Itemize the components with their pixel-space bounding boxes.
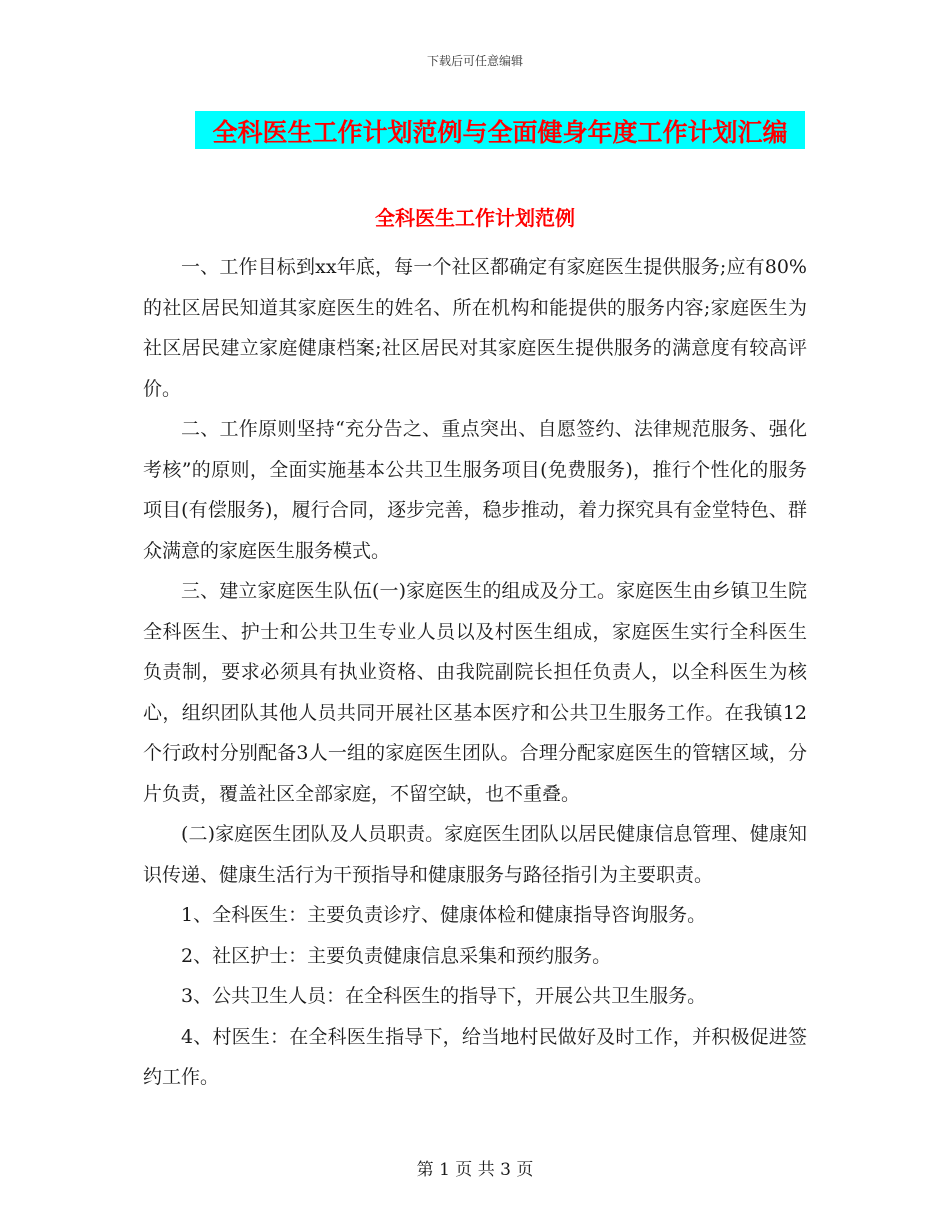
document-title: 全科医生工作计划范例与全面健身年度工作计划汇编 xyxy=(212,118,788,147)
paragraph-team-setup: 三、建立家庭医生队伍(一)家庭医生的组成及分工。家庭医生由乡镇卫生院全科医生、护士和公共卫生专业人员以及村医生组成，家庭医生实行全科医生负责制，要求必须具有执业资格、由我院副院长担任负责人，以全科医生为核心，组织团队其他人员共同开展社区基本医疗和公共卫生服务工作。在我镇12个行政村分别配备3人一组的家庭医生团队。合理分配家庭医生的管辖区域，分片负责，覆盖社区全部家庭，不留空缺，也不重叠。 xyxy=(143,580,807,805)
paragraph-gp-duty: 1、全科医生：主要负责诊疗、健康体检和健康指导咨询服务。 xyxy=(181,904,707,926)
paragraph-nurse-duty: 2、社区护士：主要负责健康信息采集和预约服务。 xyxy=(181,944,612,967)
document-body xyxy=(143,247,807,1098)
page-number: 第 1 页 共 3 页 xyxy=(416,1160,534,1180)
paragraph-work-goal: 一、工作目标到xx年底，每一个社区都确定有家庭医生提供服务;应有80%的社区居民知道其家庭医生的姓名、所在机构和能提供的服务内容;家庭医生为社区居民建立家庭健康档案;社区居民对其家庭医生提供服务的满意度有较高评价。 xyxy=(143,256,807,400)
section-title: 全科医生工作计划范例 xyxy=(375,206,575,230)
page-header-note: 下载后可任意编辑 xyxy=(426,54,523,68)
paragraph-public-health-duty: 3、公共卫生人员：在全科医生的指导下，开展公共卫生服务。 xyxy=(181,985,707,1007)
paragraph-team-duties: (二)家庭医生团队及人员职责。家庭医生团队以居民健康信息管理、健康知识传递、健康生活行为干预指导和健康服务与路径指引为主要职责。 xyxy=(143,823,807,886)
paragraph-work-principle: 二、工作原则坚持“充分告之、重点突出、自愿签约、法律规范服务、强化考核”的原则，全面实施基本公共卫生服务项目(免费服务)，推行个性化的服务项目(有偿服务)，履行合同，逐步完善，稳步推动，着力探究具有金堂特色、群众满意的家庭医生服务模式。 xyxy=(143,418,807,562)
paragraph-village-doctor-duty: 4、村医生：在全科医生指导下，给当地村民做好及时工作，并积极促进签约工作。 xyxy=(143,1025,807,1088)
